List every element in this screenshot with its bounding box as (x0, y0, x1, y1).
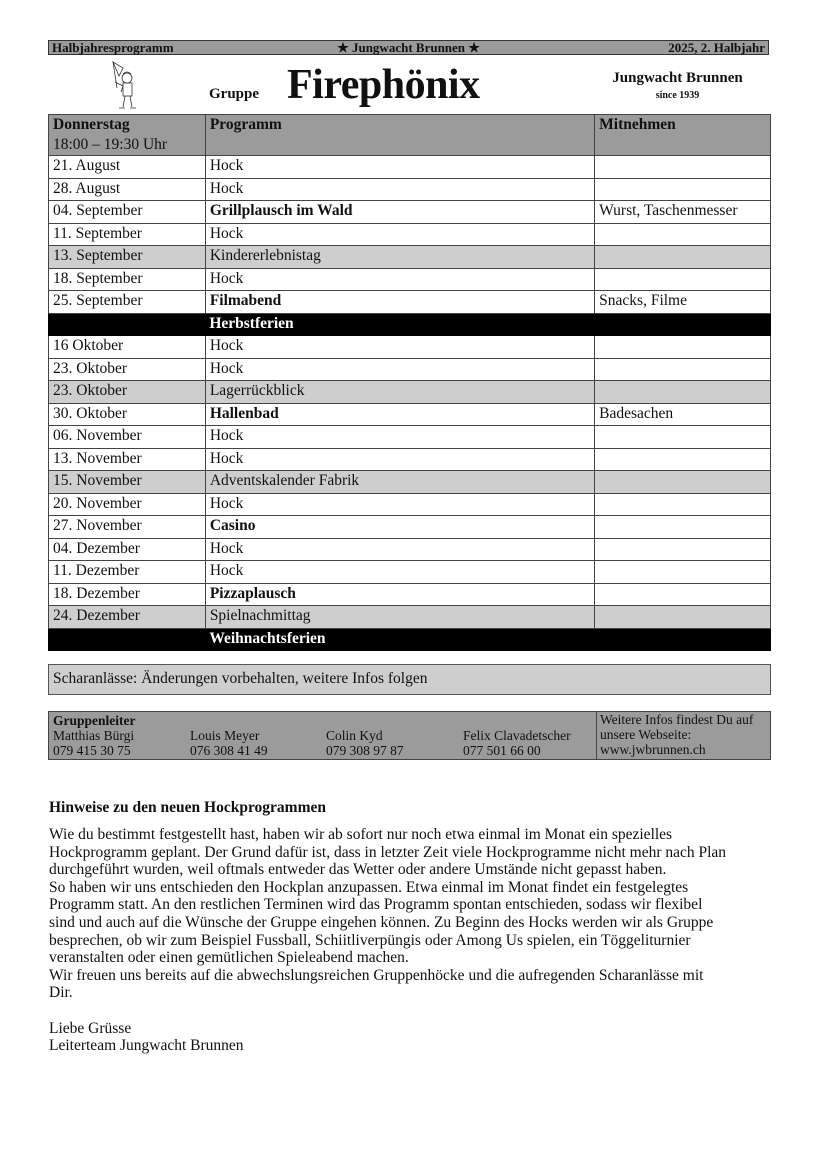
jungwacht-boy-with-flag-icon (103, 58, 147, 112)
table-row (49, 403, 771, 426)
leader-name: Colin Kyd (326, 728, 383, 743)
notes-line: Hockprogramm geplant. Der Grund dafür ist, dass in letzter Zeit viele Hockprogramme nicht mehr nach Plan (49, 843, 727, 861)
program-cell: Hock (205, 223, 594, 246)
leaders-title: Gruppenleiter (53, 713, 136, 728)
table-row (49, 583, 771, 606)
leader-phone: 079 308 97 87 (326, 743, 404, 758)
group-name: Firephönix (287, 62, 480, 108)
date-cell: 13. November (49, 448, 206, 471)
table-row (49, 268, 771, 291)
table-row (49, 606, 771, 629)
date-cell: 21. August (49, 156, 206, 179)
date-cell: 27. November (49, 516, 206, 539)
org-name: Jungwacht Brunnen (612, 70, 743, 86)
leader-entry (53, 728, 134, 758)
program-cell: Hock (205, 561, 594, 584)
bring-cell (595, 426, 771, 449)
bring-cell (595, 561, 771, 584)
table-header-row (49, 115, 771, 156)
notes-line: Programm statt. An den restlichen Terminen wird das Programm spontan entschieden, sodass wir flexibel (49, 896, 703, 914)
program-cell: Weihnachtsferien (205, 628, 594, 651)
notes-line: besprechen, ob wir zum Beispiel Fussball, Schiitliverpüngis oder Among Us spielen, ein Töggeliturnier (49, 931, 691, 949)
table-row (49, 336, 771, 359)
bring-cell (595, 516, 771, 539)
table-row (49, 156, 771, 179)
bring-cell (595, 583, 771, 606)
date-cell: 23. Oktober (49, 358, 206, 381)
notes-line: So haben wir uns entschieden den Hockplan anzupassen. Etwa einmal im Monat findet ein festgelegtes (49, 878, 689, 896)
table-row (49, 291, 771, 314)
leader-phone: 077 501 66 00 (463, 743, 541, 758)
table-row (49, 381, 771, 404)
bring-cell (595, 628, 771, 651)
program-cell: Filmabend (205, 291, 594, 314)
bring-cell (595, 471, 771, 494)
program-cell: Hallenbad (205, 403, 594, 426)
date-cell: 13. September (49, 246, 206, 269)
date-cell (49, 313, 206, 336)
bring-cell (595, 336, 771, 359)
date-cell: 06. November (49, 426, 206, 449)
leader-name: Louis Meyer (190, 728, 260, 743)
leader-entry (463, 728, 571, 758)
bring-cell (595, 493, 771, 516)
bring-cell (595, 268, 771, 291)
leader-entry (326, 728, 404, 758)
column-header-time: 18:00 – 19:30 Uhr (53, 136, 168, 153)
notes-line: durchgeführt wurden, weil oftmals entweder das Wetter oder andere Umstände nicht gepasst haben. (49, 861, 667, 879)
bring-cell (595, 538, 771, 561)
bring-cell (595, 178, 771, 201)
table-row (49, 538, 771, 561)
bring-cell (595, 381, 771, 404)
program-cell: Spielnachmittag (205, 606, 594, 629)
notes-line: Dir. (49, 984, 73, 1002)
notes-line: sind und auch auf die Wünsche der Gruppe eingehen können. Zu Beginn des Hocks werden wir als Gruppe (49, 913, 714, 931)
signature: Leiterteam Jungwacht Brunnen (49, 1037, 244, 1055)
org-since: since 1939 (655, 90, 700, 101)
bring-cell (595, 606, 771, 629)
notes-line: Wir freuen uns bereits auf die abwechslungsreichen Gruppenhöcke und die aufregenden Scharanlässe mit (49, 966, 704, 984)
program-table (48, 114, 771, 651)
program-cell: Hock (205, 538, 594, 561)
holiday-row (49, 313, 771, 336)
notes-section (49, 798, 779, 1055)
notes-body (49, 826, 779, 1002)
table-row (49, 223, 771, 246)
bring-cell: Wurst, Taschenmesser (595, 201, 771, 224)
program-cell: Hock (205, 448, 594, 471)
holiday-row (49, 628, 771, 651)
table-row (49, 201, 771, 224)
date-cell: 30. Oktober (49, 403, 206, 426)
table-row (49, 448, 771, 471)
column-header-bring: Mitnehmen (595, 115, 771, 156)
header-right: 2025, 2. Halbjahr (668, 40, 765, 55)
column-header-date (49, 115, 206, 156)
column-header-program: Programm (205, 115, 594, 156)
table-row (49, 493, 771, 516)
program-cell: Hock (205, 156, 594, 179)
program-cell: Hock (205, 178, 594, 201)
bring-cell (595, 246, 771, 269)
website-info (596, 712, 772, 759)
greeting: Liebe Grüsse (49, 1019, 132, 1037)
date-cell: 25. September (49, 291, 206, 314)
table-row (49, 426, 771, 449)
bring-cell (595, 358, 771, 381)
program-cell: Casino (205, 516, 594, 539)
program-cell: Kindererlebnistag (205, 246, 594, 269)
leader-name: Matthias Bürgi (53, 728, 135, 743)
program-cell: Hock (205, 358, 594, 381)
program-cell: Hock (205, 426, 594, 449)
header-left: Halbjahresprogramm (52, 40, 174, 55)
bring-cell: Snacks, Filme (595, 291, 771, 314)
website-info-line: unsere Webseite: (600, 727, 692, 742)
program-cell: Lagerrückblick (205, 381, 594, 404)
notes-line: Wie du bestimmt festgestellt hast, haben wir ab sofort nur noch etwa einmal im Monat ein spezielles (49, 826, 673, 843)
bring-cell (595, 448, 771, 471)
program-cell: Hock (205, 493, 594, 516)
leader-entry (190, 728, 268, 758)
notes-title: Hinweise zu den neuen Hockprogrammen (49, 799, 326, 816)
date-cell: 18. September (49, 268, 206, 291)
leader-phone: 079 415 30 75 (53, 743, 131, 758)
bring-cell (595, 156, 771, 179)
date-cell: 04. September (49, 201, 206, 224)
group-label: Gruppe (209, 86, 260, 102)
date-cell: 16 Oktober (49, 336, 206, 359)
program-cell: Herbstferien (205, 313, 594, 336)
program-cell: Pizzaplausch (205, 583, 594, 606)
date-cell: 24. Dezember (49, 606, 206, 629)
date-cell: 28. August (49, 178, 206, 201)
column-header-day: Donnerstag (53, 116, 130, 133)
date-cell: 18. Dezember (49, 583, 206, 606)
date-cell: 11. Dezember (49, 561, 206, 584)
bring-cell (595, 223, 771, 246)
leaders-box (48, 711, 771, 760)
date-cell (49, 628, 206, 651)
date-cell: 20. November (49, 493, 206, 516)
leader-phone: 076 308 41 49 (190, 743, 268, 758)
header-center: ★ Jungwacht Brunnen ★ (337, 40, 480, 55)
table-row (49, 358, 771, 381)
table-row (49, 561, 771, 584)
table-row (49, 516, 771, 539)
events-notice: Scharanlässe: Änderungen vorbehalten, weitere Infos folgen (48, 664, 771, 695)
program-cell: Hock (205, 336, 594, 359)
date-cell: 23. Oktober (49, 381, 206, 404)
program-cell: Grillplausch im Wald (205, 201, 594, 224)
website-info-line: Weitere Infos findest Du auf (600, 712, 754, 727)
date-cell: 15. November (49, 471, 206, 494)
leader-name: Felix Clavadetscher (463, 728, 571, 743)
program-cell: Hock (205, 268, 594, 291)
bring-cell (595, 313, 771, 336)
table-row (49, 246, 771, 269)
program-cell: Adventskalender Fabrik (205, 471, 594, 494)
program-table-body (49, 156, 771, 651)
notes-line: veranstalten oder einen gemütlichen Spieleabend machen. (49, 949, 409, 967)
table-row (49, 178, 771, 201)
date-cell: 11. September (49, 223, 206, 246)
website-link[interactable]: www.jwbrunnen.ch (600, 742, 706, 757)
date-cell: 04. Dezember (49, 538, 206, 561)
table-row (49, 471, 771, 494)
bring-cell: Badesachen (595, 403, 771, 426)
document-header-bar (48, 40, 769, 55)
